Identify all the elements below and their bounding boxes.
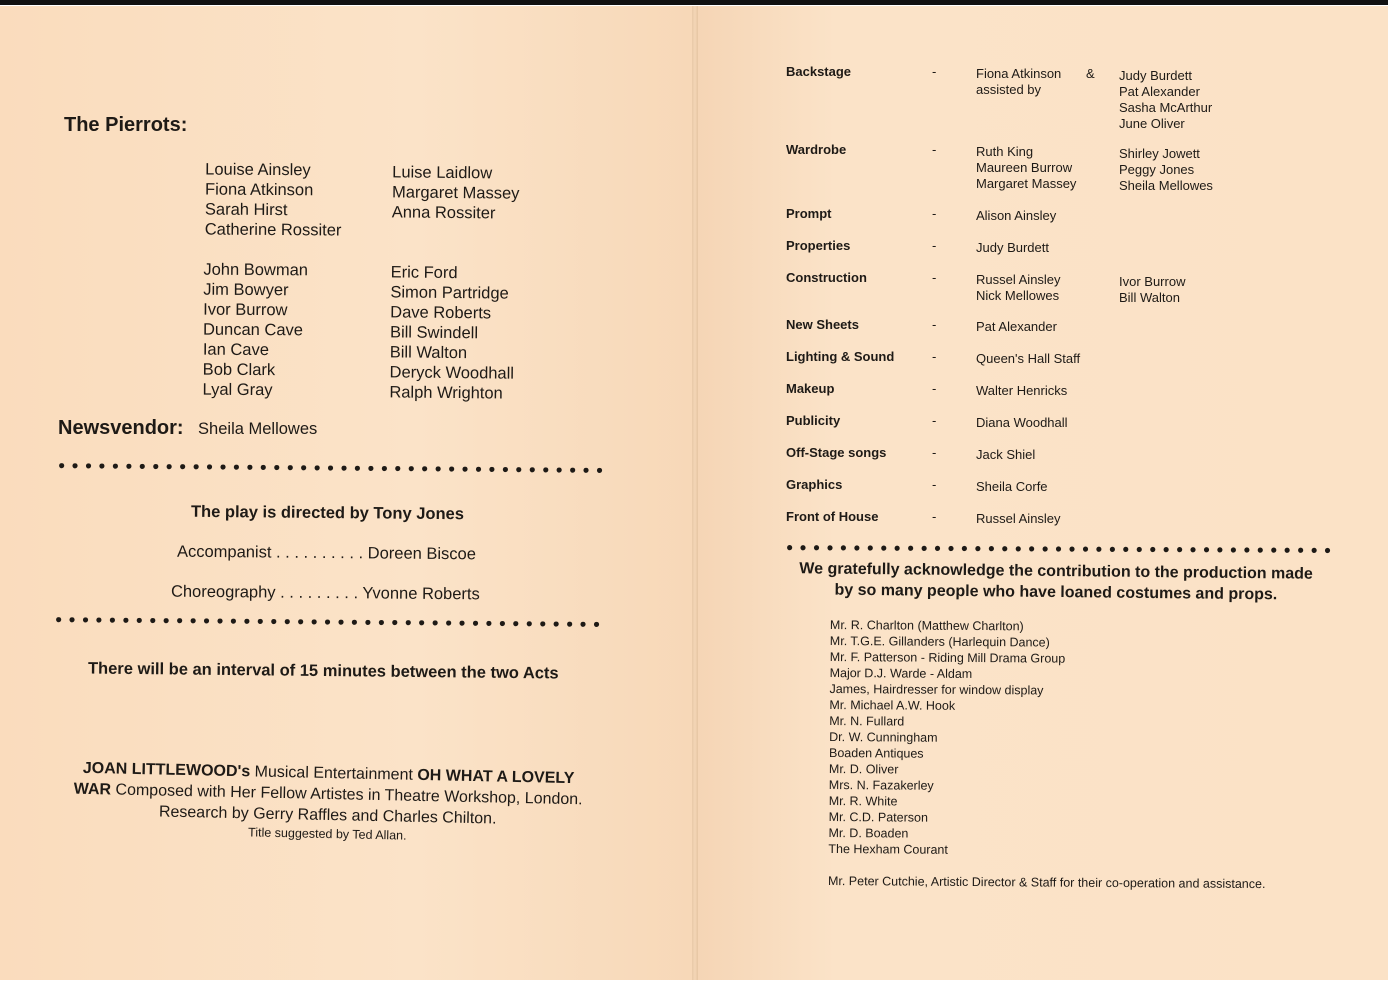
dot-divider-bottom: ●●●●●●●●●●●●●●●●●●●●●●●●●●●●●●●●●●●●●●●●● xyxy=(54,612,607,631)
crew-member: Pat Alexander xyxy=(1119,84,1200,99)
interval-notice: There will be an interval of 15 minutes between the two Acts xyxy=(87,659,559,683)
crew-member: Russel Ainsley xyxy=(976,511,1061,526)
lender-name: Mr. D. Boaden xyxy=(828,825,909,841)
pierrot-name: Ian Cave xyxy=(202,340,269,360)
crew-member: Shirley Jowett xyxy=(1119,146,1200,161)
lender-name: Mr. Michael A.W. Hook xyxy=(829,697,956,713)
acknowledgement-heading xyxy=(786,558,1326,606)
dot-divider-top: ●●●●●●●●●●●●●●●●●●●●●●●●●●●●●●●●●●●●●●●●● xyxy=(57,458,610,477)
credit-composed: Composed with Her Fellow Artistes in Theatre Workshop, London. xyxy=(110,781,583,809)
lender-name: Mr. T.G.E. Gillanders (Harlequin Dance) xyxy=(829,633,1050,650)
lender-name: Mrs. N. Fazakerley xyxy=(828,777,934,793)
crew-names-col1 xyxy=(976,447,1035,463)
pierrot-name: Louise Ainsley xyxy=(205,160,311,180)
pierrot-name: Simon Partridge xyxy=(390,283,509,303)
pierrots-men-col2 xyxy=(389,262,515,403)
credit-author: JOAN LITTLEWOOD's xyxy=(82,759,251,781)
crew-member: Diana Woodhall xyxy=(976,415,1068,430)
pierrot-name: Ivor Burrow xyxy=(203,300,288,320)
lender-name: The Hexham Courant xyxy=(828,841,948,857)
crew-role: Makeup xyxy=(786,381,835,396)
pierrot-name: Ralph Wrighton xyxy=(389,383,503,403)
crew-member: Alison Ainsley xyxy=(976,208,1057,223)
show-credits xyxy=(57,757,599,847)
crew-member: June Oliver xyxy=(1119,116,1185,131)
crew-role: Front of House xyxy=(786,509,879,524)
credit-title-part1: OH WHAT A LOVELY xyxy=(417,766,575,788)
crew-dash: - xyxy=(932,445,937,460)
crew-member: Walter Henricks xyxy=(976,383,1068,398)
lender-name: Mr. N. Fullard xyxy=(829,713,905,729)
pierrot-name: Jim Bowyer xyxy=(203,280,289,300)
crew-dash: - xyxy=(932,477,937,492)
crew-member: Sheila Mellowes xyxy=(1119,178,1213,193)
crew-role: Properties xyxy=(786,238,851,253)
pierrots-women-col2 xyxy=(392,162,520,223)
crew-member: Queen's Hall Staff xyxy=(976,351,1081,366)
lender-name: Mr. R. Charlton (Matthew Charlton) xyxy=(829,618,1024,634)
closing-thanks: Mr. Peter Cutchie, Artistic Director & Staff for their co-operation and assistance. xyxy=(827,874,1266,892)
crew-member: Pat Alexander xyxy=(976,319,1057,334)
crew-role: Lighting & Sound xyxy=(786,349,895,364)
crew-names-col1 xyxy=(976,272,1061,304)
crew-member: Peggy Jones xyxy=(1119,162,1195,177)
crew-dash: - xyxy=(932,238,937,253)
crew-member: Bill Walton xyxy=(1119,290,1180,305)
crew-ampersand: & xyxy=(1086,66,1095,81)
crew-dash: - xyxy=(932,413,937,428)
crew-names-col2 xyxy=(1119,68,1212,132)
crew-member: Nick Mellowes xyxy=(976,288,1060,303)
acknowledgement-line2: by so many people who have loaned costumes and props. xyxy=(834,581,1278,604)
lender-name: Mr. D. Oliver xyxy=(828,761,899,777)
crew-role: Backstage xyxy=(786,64,852,79)
pierrot-name: Fiona Atkinson xyxy=(205,180,314,200)
crew-role: Graphics xyxy=(786,477,843,492)
crew-names-col2 xyxy=(1119,146,1213,194)
lender-name: Mr. F. Patterson - Riding Mill Drama Group xyxy=(829,649,1066,666)
crew-member: Judy Burdett xyxy=(1119,68,1192,83)
crew-names-col1 xyxy=(976,479,1048,495)
crew-dash: - xyxy=(932,142,937,157)
lender-name: Mr. C.D. Paterson xyxy=(828,809,928,825)
crew-member: Maureen Burrow xyxy=(976,160,1073,175)
crew-names-col1 xyxy=(976,208,1056,224)
dot-divider-right: ●●●●●●●●●●●●●●●●●●●●●●●●●●●●●●●●●●●●●●●●● xyxy=(785,540,1338,557)
pierrot-name: Margaret Massey xyxy=(391,183,520,203)
lender-name: Dr. W. Cunningham xyxy=(829,729,938,745)
crew-names-col1 xyxy=(976,66,1061,98)
pierrot-name: Duncan Cave xyxy=(202,320,304,340)
crew-names-col2 xyxy=(1119,274,1185,306)
crew-role: Wardrobe xyxy=(786,142,847,157)
crew-dash: - xyxy=(932,349,937,364)
pierrot-name: Catherine Rossiter xyxy=(204,220,342,240)
crew-names-col1 xyxy=(976,415,1068,431)
pierrot-name: Bill Walton xyxy=(389,343,468,363)
pierrot-name: John Bowman xyxy=(203,260,309,280)
crew-member: Sheila Corfe xyxy=(976,479,1048,494)
crew-names-col1 xyxy=(976,383,1067,399)
crew-role: Construction xyxy=(786,270,867,285)
pierrot-name: Dave Roberts xyxy=(390,303,492,323)
pierrot-name: Bill Swindell xyxy=(389,323,479,343)
accompanist-line: Accompanist . . . . . . . . . . Doreen Biscoe xyxy=(176,542,477,564)
pierrot-name: Lyal Gray xyxy=(202,380,273,400)
crew-role: Off-Stage songs xyxy=(786,445,887,460)
crew-member: Jack Shiel xyxy=(976,447,1036,462)
newsvendor-line xyxy=(58,417,317,440)
crew-member: Russel Ainsley xyxy=(976,272,1061,287)
choreography-line: Choreography . . . . . . . . . Yvonne Roberts xyxy=(170,582,480,604)
pierrots-men-col1 xyxy=(203,260,309,401)
crew-member: Fiona Atkinson xyxy=(976,66,1062,81)
lender-name: James, Hairdresser for window display xyxy=(829,681,1044,698)
crew-member: Judy Burdett xyxy=(976,240,1049,255)
crew-dash: - xyxy=(932,270,937,285)
pierrot-name: Luise Laidlow xyxy=(392,163,493,183)
lender-name: Major D.J. Warde - Aldam xyxy=(829,665,973,681)
crew-names-col1 xyxy=(976,240,1049,256)
crew-names-col1 xyxy=(976,351,1080,367)
credit-desc: Musical Entertainment xyxy=(250,763,418,784)
pierrots-heading: The Pierrots: xyxy=(64,114,188,136)
crew-dash: - xyxy=(932,64,937,79)
crew-dash: - xyxy=(932,206,937,221)
crew-names-col1 xyxy=(976,144,1076,192)
lender-name: Mr. R. White xyxy=(828,793,898,809)
pierrot-name: Anna Rossiter xyxy=(391,203,496,223)
pierrot-name: Sarah Hirst xyxy=(204,200,288,220)
crew-role: Publicity xyxy=(786,413,841,428)
crew-member: Ivor Burrow xyxy=(1119,274,1186,289)
lender-name: Boaden Antiques xyxy=(829,745,924,761)
crew-dash: - xyxy=(932,317,937,332)
newsvendor-label: Newsvendor: xyxy=(58,417,184,439)
crew-names-col1 xyxy=(976,511,1061,527)
crew-member: Ruth King xyxy=(976,144,1034,159)
directed-by: The play is directed by Tony Jones xyxy=(190,502,465,524)
credit-research: Research by Gerry Raffles and Charles Chilton. xyxy=(158,803,497,828)
crew-member: assisted by xyxy=(976,82,1042,97)
page-fold xyxy=(692,6,698,980)
pierrots-women-col1 xyxy=(205,160,342,241)
crew-dash: - xyxy=(932,509,937,524)
pierrot-name: Eric Ford xyxy=(390,263,458,283)
crew-member: Sasha McArthur xyxy=(1119,100,1213,115)
crew-role: New Sheets xyxy=(786,317,859,332)
scan-top-edge xyxy=(0,0,1388,5)
pierrot-name: Bob Clark xyxy=(202,360,276,380)
crew-member: Margaret Massey xyxy=(976,176,1077,191)
crew-role: Prompt xyxy=(786,206,832,221)
acknowledgement-line1: We gratefully acknowledge the contribution to the production made xyxy=(799,560,1313,583)
crew-dash: - xyxy=(932,381,937,396)
credit-title-part2: WAR xyxy=(73,780,112,799)
crew-names-col1 xyxy=(976,319,1057,335)
pierrot-name: Deryck Woodhall xyxy=(389,363,515,383)
lenders-list xyxy=(828,617,1065,859)
credit-title-suggested: Title suggested by Ted Allan. xyxy=(247,825,407,843)
newsvendor-name: Sheila Mellowes xyxy=(198,420,318,438)
